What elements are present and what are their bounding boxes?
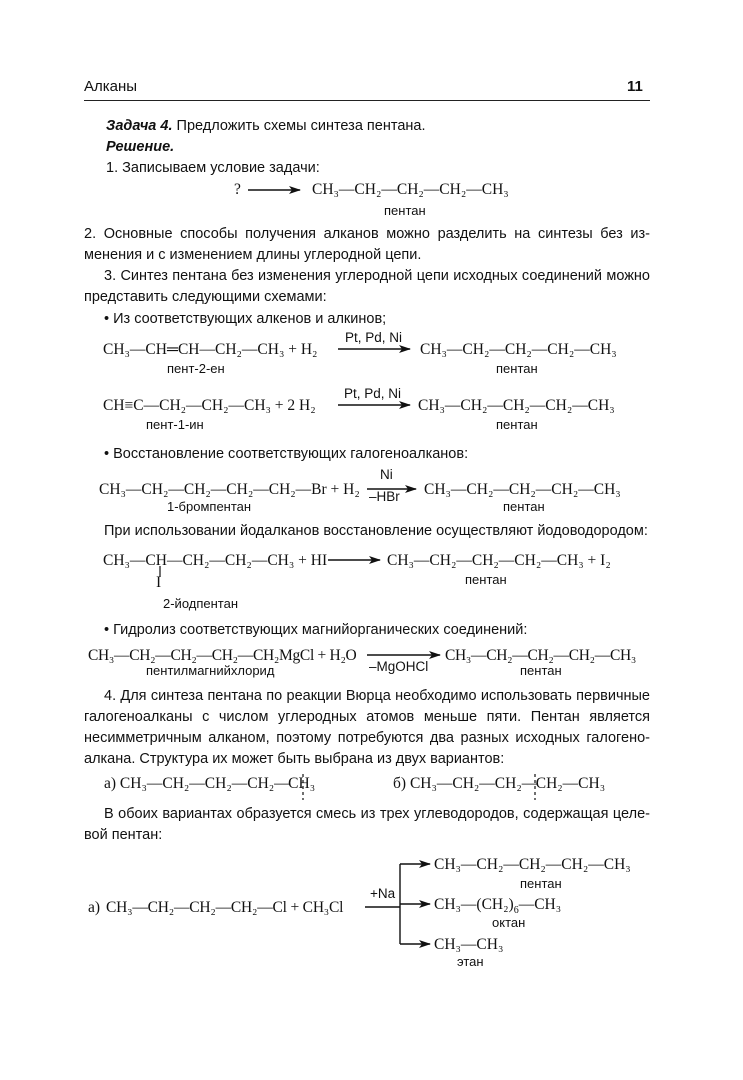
wurtz-label: а): [88, 899, 101, 916]
step2-line2: менения и с изменением длины углеродной цепи.: [84, 247, 422, 263]
r1-reactant: CH₃—CH═CH—CH₂—CH₃ + H₂: [103, 341, 318, 358]
r3-condition-bottom: –HBr: [369, 489, 400, 504]
r2-reactant: CH≡C—CH₂—CH₂—CH₃ + 2 H₂: [103, 397, 316, 414]
r3-condition-top: Ni: [380, 467, 393, 482]
r2-product: CH₃—CH₂—CH₂—CH₂—CH₃: [418, 397, 615, 414]
wurtz-p2-sub: 6: [513, 905, 519, 917]
r4-substituent: I: [156, 574, 162, 591]
mix-line1: В обоих вариантах образуется смесь из трех углеводородов, содержащая целе-: [104, 806, 650, 822]
r4-product: CH₃—CH₂—CH₂—CH₂—CH₃ + I₂: [387, 552, 611, 569]
r1-product: CH₃—CH₂—CH₂—CH₂—CH₃: [420, 341, 617, 358]
running-header-title: Алканы: [84, 78, 138, 95]
r4-reactant-name: 2-йодпентан: [163, 596, 239, 611]
r4-reactant: CH₃—CH—CH₂—CH₂—CH₃ + HI: [103, 552, 328, 569]
r5-reactant: CH₃—CH₂—CH₂—CH₂—CH₂MgCl + H₂O: [88, 647, 357, 664]
r4-product-name: пентан: [465, 572, 507, 587]
r3-product-name: пентан: [503, 499, 545, 514]
task-text: Предложить схемы синтеза пентана.: [172, 118, 426, 134]
variant-a: а) CH₃—CH₂—CH₂—CH₂—CH₃: [104, 775, 316, 792]
step4-line4: алкана. Структура их может быть выбрана из двух вариантов:: [84, 751, 505, 767]
step4-line1: 4. Для синтеза пентана по реакции Вюрца необходимо использовать первичные: [104, 688, 650, 704]
variant-b-label: б): [393, 775, 407, 792]
r5-condition-bottom: –MgOHCl: [369, 659, 429, 674]
variant-b-right: CH₂—CH₃: [535, 775, 606, 792]
step1-formula: CH₃—CH₂—CH₂—CH₂—CH₃: [312, 181, 509, 198]
wurtz-reactant: CH₃—CH₂—CH₂—CH₂—Cl + CH₃Cl: [106, 899, 344, 916]
variant-b: б) CH₃—CH₂—CH₂—CH₂—CH₃: [393, 775, 606, 792]
wurtz-p3-name: этан: [457, 954, 484, 969]
r3-reactant-name: 1-бромпентан: [167, 499, 252, 514]
r5-product: CH₃—CH₂—CH₂—CH₂—CH₃: [445, 647, 636, 664]
page-number: 11: [627, 78, 643, 95]
step4-line3: несимметричным алканом, поэтому потребуются два разных исходных галогено-: [84, 730, 650, 746]
r5-product-name: пентан: [520, 663, 562, 678]
wurtz-p2-right: —CH₃: [518, 896, 562, 913]
r3-reactant: CH₃—CH₂—CH₂—CH₂—CH₂—Br + H₂: [99, 481, 360, 498]
variant-a-left: CH₃—CH₂—CH₂—CH₂: [119, 775, 275, 792]
r1-condition: Pt, Pd, Ni: [345, 330, 403, 345]
step4-line2: галогеноалканы с числом углеродных атомов меньше пяти. Пентан является: [84, 709, 650, 725]
step1-name: пентан: [384, 203, 426, 218]
variant-b-left: CH₃—CH₂—CH₂: [409, 775, 522, 792]
r1-product-name: пентан: [496, 361, 538, 376]
r5-reactant-name: пентилмагнийхлорид: [146, 663, 275, 678]
step1-question: ?: [234, 181, 241, 198]
wurtz-p3: CH₃—CH₃: [434, 936, 504, 953]
bullet-alkenes: • Из соответствующих алкенов и алкинов;: [104, 311, 387, 327]
bullet-grignard: • Гидролиз соответствующих магнийорганических соединений:: [104, 622, 528, 638]
step3-line1: 3. Синтез пентана без изменения углеродной цепи исходных соединений можно: [104, 268, 650, 284]
wurtz-p1: CH₃—CH₂—CH₂—CH₂—CH₃: [434, 856, 631, 873]
mix-line2: вой пентан:: [84, 827, 163, 843]
variant-a-label: а): [104, 775, 117, 792]
variant-a-right: CH₃: [288, 775, 316, 792]
solution-label: Решение.: [106, 139, 175, 155]
bullet-haloalkanes: • Восстановление соответствующих галогеноалканов:: [104, 446, 469, 462]
r1-reactant-name: пент-2-ен: [167, 361, 225, 376]
wurtz-p2-name: октан: [492, 915, 526, 930]
wurtz-condition: +Na: [370, 886, 396, 901]
step1-text: 1. Записываем условие задачи:: [106, 160, 320, 176]
r2-product-name: пентан: [496, 417, 538, 432]
iodo-text: При использовании йодалканов восстановление осуществляют йодоводородом:: [104, 523, 648, 539]
step3-line2: представить следующими схемами:: [84, 289, 327, 305]
r3-product: CH₃—CH₂—CH₂—CH₂—CH₃: [424, 481, 621, 498]
wurtz-p2-left: CH₃—(CH₂): [434, 896, 514, 913]
step2-line1: 2. Основные способы получения алканов можно разделить на синтезы без из-: [84, 226, 650, 242]
r2-reactant-name: пент-1-ин: [146, 417, 204, 432]
wurtz-p1-name: пентан: [520, 876, 562, 891]
task-label: Задача 4.: [106, 118, 173, 134]
r2-condition: Pt, Pd, Ni: [344, 386, 402, 401]
